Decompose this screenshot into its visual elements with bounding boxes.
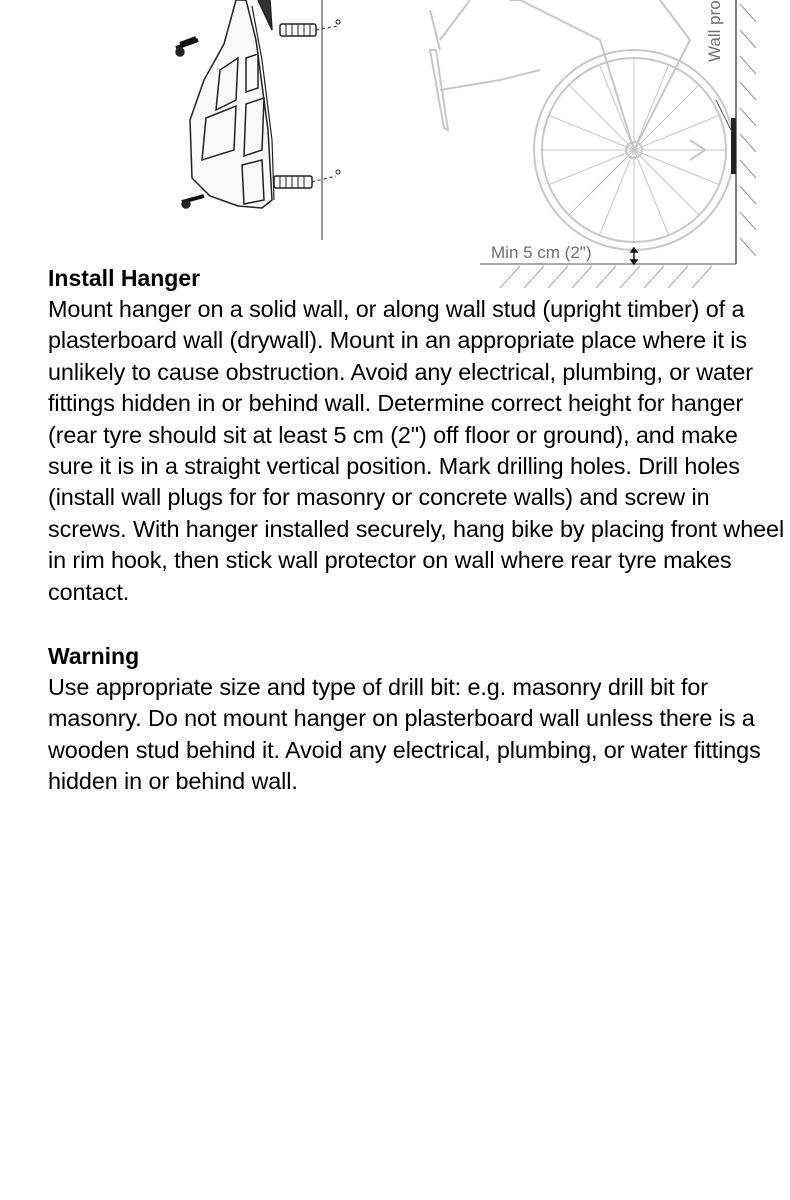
install-hanger-section <box>48 263 788 608</box>
warning-heading: Warning <box>48 643 140 669</box>
warning-section <box>48 641 788 798</box>
warning-body: Use appropriate size and type of drill bit: e.g. masonry drill bit for masonry. Do not mount hanger on plasterboard wall unless there is a wooden stud behind it. Avoid any electrical, plumbing, or water fittings hidden in or behind wall. <box>48 674 761 795</box>
hanger-exploded-view <box>176 0 340 240</box>
min-height-arrow <box>631 248 637 264</box>
install-hanger-heading: Install Hanger <box>48 265 201 291</box>
wall-protector-label: Wall pro <box>705 0 724 62</box>
wall-protector <box>731 118 736 174</box>
installation-diagram <box>0 0 790 290</box>
installation-figure <box>0 0 790 290</box>
install-hanger-body: Mount hanger on a solid wall, or along wall stud (upright timber) of a plasterboard wall (drywall). Mount in an appropriate place where it is unlikely to cause obstruction. Avoid any electrical, plumbing, or water fittings hidden in or behind wall. Determine correct height for hanger (rear tyre should sit at least 5 cm (2") off floor or ground), and make sure it is in a straight vertical position. Mark drilling holes. Drill holes (install wall plugs for for masonry or concrete walls) and screw in screws. With hanger installed securely, hang bike by placing front wheel in rim hook, then stick wall protector on wall where rear tyre makes contact. <box>48 296 785 605</box>
min-height-label: Min 5 cm (2") <box>491 243 592 262</box>
